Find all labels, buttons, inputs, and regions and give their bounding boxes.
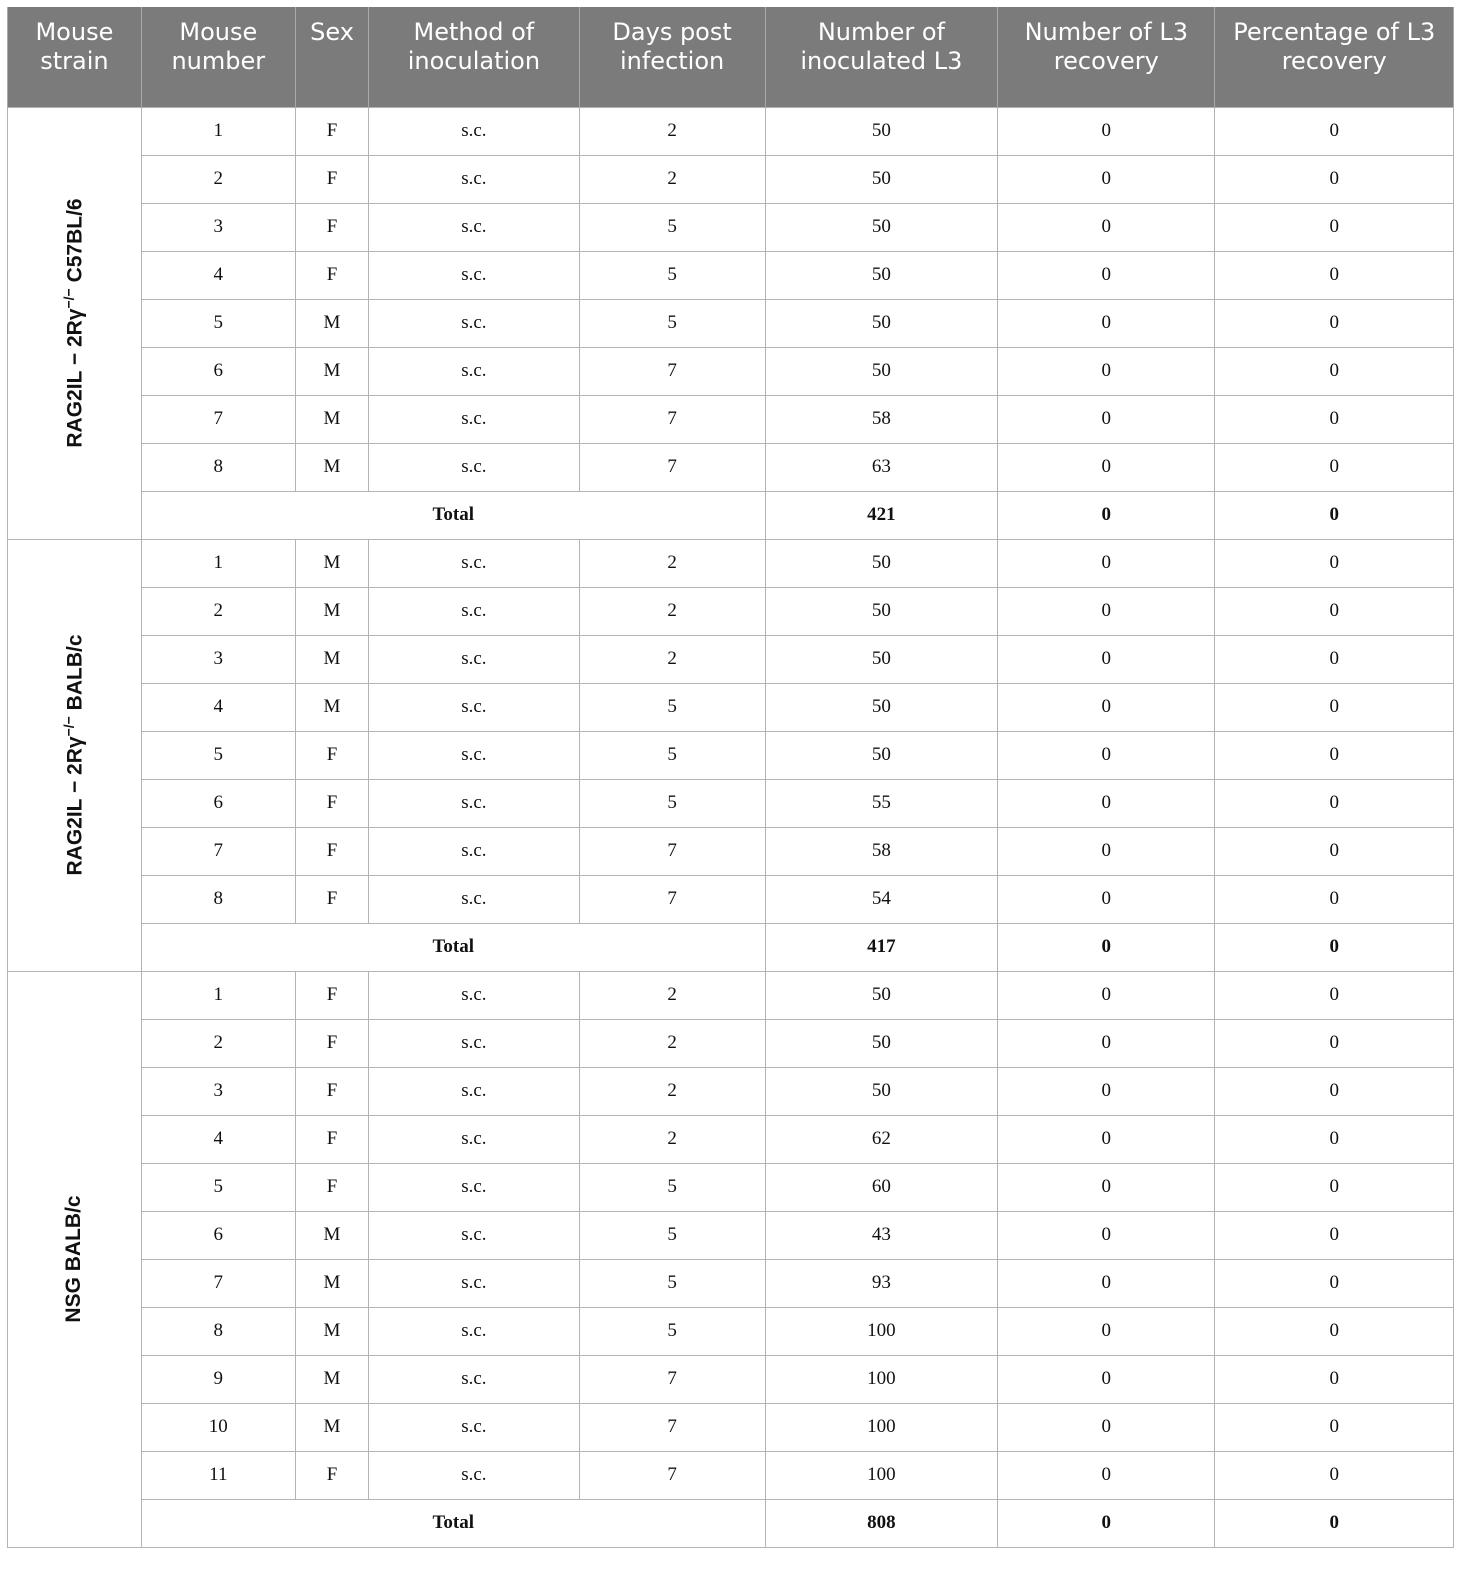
total-row [8, 1499, 1454, 1547]
table-cell: 50 [765, 1019, 997, 1067]
total-recovery-cell: 0 [998, 491, 1215, 539]
total-inoculated-cell: 808 [765, 1499, 997, 1547]
table-cell: 50 [765, 347, 997, 395]
table-cell: 7 [579, 395, 765, 443]
table-cell: s.c. [369, 971, 579, 1019]
table-cell: s.c. [369, 443, 579, 491]
table-cell: M [295, 1307, 368, 1355]
table-row [8, 971, 1454, 1019]
strain-cell [8, 107, 142, 539]
table-cell: 0 [998, 587, 1215, 635]
table-cell: M [295, 1211, 368, 1259]
table-row [8, 539, 1454, 587]
table-cell: s.c. [369, 107, 579, 155]
table-cell: 5 [141, 731, 295, 779]
table-cell: 100 [765, 1307, 997, 1355]
table-cell: 5 [579, 299, 765, 347]
strain-cell [8, 971, 142, 1547]
table-cell: s.c. [369, 347, 579, 395]
table-cell: 1 [141, 971, 295, 1019]
table-cell: s.c. [369, 395, 579, 443]
table-cell: 11 [141, 1451, 295, 1499]
table-cell: 0 [1215, 1403, 1454, 1451]
table-row [8, 875, 1454, 923]
table-cell: M [295, 299, 368, 347]
table-cell: 0 [998, 731, 1215, 779]
table-cell: 100 [765, 1451, 997, 1499]
table-cell: F [295, 1019, 368, 1067]
table-cell: F [295, 731, 368, 779]
table-cell: F [295, 1163, 368, 1211]
table-cell: M [295, 539, 368, 587]
table-cell: s.c. [369, 251, 579, 299]
table-cell: 0 [1215, 731, 1454, 779]
table-cell: 8 [141, 875, 295, 923]
strain-label [61, 198, 88, 447]
table-cell: 0 [1215, 827, 1454, 875]
table-cell: 5 [141, 1163, 295, 1211]
strain-name: RAG2IL − 2Rγ [63, 308, 87, 448]
table-cell: 58 [765, 395, 997, 443]
header-cell: Mouse strain [8, 7, 142, 107]
table-cell: s.c. [369, 1451, 579, 1499]
table-cell: 7 [579, 827, 765, 875]
table-cell: 0 [1215, 539, 1454, 587]
table-cell: s.c. [369, 299, 579, 347]
table-cell: 0 [1215, 779, 1454, 827]
table-cell: 43 [765, 1211, 997, 1259]
table-cell: 5 [579, 1211, 765, 1259]
table-cell: 5 [579, 779, 765, 827]
table-cell: 0 [1215, 1211, 1454, 1259]
table-cell: 7 [141, 1259, 295, 1307]
table-cell: s.c. [369, 779, 579, 827]
table-cell: M [295, 683, 368, 731]
table-row [8, 1163, 1454, 1211]
table-cell: 93 [765, 1259, 997, 1307]
table-cell: 5 [579, 683, 765, 731]
table-cell: 2 [579, 107, 765, 155]
table-row [8, 443, 1454, 491]
table-row [8, 1211, 1454, 1259]
table-cell: 0 [998, 203, 1215, 251]
table-cell: 7 [579, 1451, 765, 1499]
table-row [8, 1115, 1454, 1163]
table-cell: s.c. [369, 203, 579, 251]
table-cell: s.c. [369, 731, 579, 779]
table-cell: 7 [579, 1403, 765, 1451]
table-cell: 2 [579, 971, 765, 1019]
table-cell: 0 [998, 1355, 1215, 1403]
table-cell: 0 [1215, 1067, 1454, 1115]
table-cell: F [295, 203, 368, 251]
table-cell: s.c. [369, 1355, 579, 1403]
table-cell: 0 [1215, 875, 1454, 923]
table-cell: 50 [765, 1067, 997, 1115]
strain-superscript: −/− [60, 716, 77, 737]
table-cell: 50 [765, 587, 997, 635]
table-cell: 3 [141, 635, 295, 683]
table-cell: 5 [579, 731, 765, 779]
table-cell: F [295, 107, 368, 155]
table-cell: 8 [141, 443, 295, 491]
total-recovery-cell: 0 [998, 1499, 1215, 1547]
table-row [8, 1019, 1454, 1067]
table-cell: 0 [1215, 971, 1454, 1019]
table-cell: M [295, 347, 368, 395]
table-cell: F [295, 155, 368, 203]
table-cell: s.c. [369, 539, 579, 587]
table-cell: 4 [141, 251, 295, 299]
table-cell: F [295, 875, 368, 923]
table-cell: 0 [1215, 1451, 1454, 1499]
table-cell: s.c. [369, 827, 579, 875]
strain-background: C57BL/6 [63, 198, 87, 289]
total-label: Total [141, 491, 765, 539]
table-cell: F [295, 971, 368, 1019]
table-body [8, 107, 1454, 1547]
table-cell: 7 [579, 875, 765, 923]
table-cell: 0 [1215, 1163, 1454, 1211]
header-cell: Number of L3 recovery [998, 7, 1215, 107]
table-cell: M [295, 395, 368, 443]
table-cell: F [295, 1451, 368, 1499]
table-cell: 50 [765, 107, 997, 155]
table-cell: F [295, 1067, 368, 1115]
table-cell: M [295, 587, 368, 635]
table-cell: 2 [579, 1115, 765, 1163]
table-cell: 0 [998, 1259, 1215, 1307]
total-percentage-cell: 0 [1215, 491, 1454, 539]
table-cell: 55 [765, 779, 997, 827]
header-row [8, 7, 1454, 107]
table-cell: 5 [141, 299, 295, 347]
table-cell: 0 [998, 107, 1215, 155]
table-row [8, 827, 1454, 875]
strain-name: NSG BALB/c [62, 1195, 86, 1323]
table-cell: 7 [579, 347, 765, 395]
table-cell: 1 [141, 539, 295, 587]
table-cell: 0 [998, 1163, 1215, 1211]
table-row [8, 1451, 1454, 1499]
table-cell: 58 [765, 827, 997, 875]
table-cell: M [295, 1403, 368, 1451]
table-cell: 2 [579, 1019, 765, 1067]
table-row [8, 155, 1454, 203]
total-inoculated-cell: 417 [765, 923, 997, 971]
table-cell: 0 [998, 1451, 1215, 1499]
table-cell: 0 [998, 443, 1215, 491]
table-cell: 0 [1215, 395, 1454, 443]
header-cell: Percentage of L3 recovery [1215, 7, 1454, 107]
table-cell: 0 [1215, 203, 1454, 251]
table-cell: 0 [1215, 587, 1454, 635]
table-cell: 0 [1215, 107, 1454, 155]
table-cell: 0 [998, 1115, 1215, 1163]
table-cell: s.c. [369, 683, 579, 731]
table-cell: 54 [765, 875, 997, 923]
table-cell: 0 [998, 251, 1215, 299]
table-cell: 0 [998, 779, 1215, 827]
table-cell: s.c. [369, 1115, 579, 1163]
table-cell: s.c. [369, 1259, 579, 1307]
header-cell: Mouse number [141, 7, 295, 107]
table-cell: M [295, 443, 368, 491]
table-cell: 9 [141, 1355, 295, 1403]
table-cell: 50 [765, 539, 997, 587]
table-cell: s.c. [369, 1211, 579, 1259]
total-label: Total [141, 923, 765, 971]
table-cell: 50 [765, 155, 997, 203]
table-cell: 60 [765, 1163, 997, 1211]
table-cell: 0 [998, 155, 1215, 203]
table-cell: s.c. [369, 875, 579, 923]
table-cell: s.c. [369, 587, 579, 635]
table-cell: 2 [141, 1019, 295, 1067]
table-cell: 2 [579, 539, 765, 587]
data-table [7, 7, 1454, 1548]
total-label: Total [141, 1499, 765, 1547]
strain-background: BALB/c [63, 634, 87, 717]
table-row [8, 395, 1454, 443]
table-row [8, 683, 1454, 731]
total-inoculated-cell: 421 [765, 491, 997, 539]
header-cell: Sex [295, 7, 368, 107]
table-cell: 0 [1215, 1355, 1454, 1403]
table-cell: 10 [141, 1403, 295, 1451]
table-cell: s.c. [369, 155, 579, 203]
table-cell: 0 [1215, 299, 1454, 347]
table-cell: 2 [141, 587, 295, 635]
table-cell: 5 [579, 1307, 765, 1355]
table-cell: 0 [998, 539, 1215, 587]
strain-label [61, 634, 88, 875]
table-cell: 3 [141, 203, 295, 251]
table-row [8, 251, 1454, 299]
strain-cell [8, 539, 142, 971]
table-cell: 0 [998, 1307, 1215, 1355]
strain-label [62, 1195, 86, 1322]
table-row [8, 1067, 1454, 1115]
table-cell: 0 [998, 875, 1215, 923]
table-cell: 0 [998, 971, 1215, 1019]
table-cell: 50 [765, 731, 997, 779]
table-cell: 0 [998, 347, 1215, 395]
table-cell: 0 [1215, 251, 1454, 299]
table-cell: 0 [1215, 1259, 1454, 1307]
table-cell: 50 [765, 203, 997, 251]
total-row [8, 923, 1454, 971]
table-cell: 6 [141, 1211, 295, 1259]
total-row [8, 491, 1454, 539]
table-cell: F [295, 779, 368, 827]
table-row [8, 1355, 1454, 1403]
strain-name: RAG2IL − 2Rγ [63, 736, 87, 876]
table-cell: F [295, 251, 368, 299]
table-cell: s.c. [369, 1163, 579, 1211]
table-cell: s.c. [369, 1019, 579, 1067]
table-row [8, 635, 1454, 683]
table-cell: 100 [765, 1403, 997, 1451]
table-row [8, 731, 1454, 779]
table-cell: 2 [579, 635, 765, 683]
table-cell: 0 [998, 1067, 1215, 1115]
table-cell: 2 [579, 155, 765, 203]
table-row [8, 299, 1454, 347]
table-cell: 2 [141, 155, 295, 203]
table-cell: M [295, 635, 368, 683]
table-cell: 4 [141, 683, 295, 731]
table-cell: 0 [1215, 347, 1454, 395]
total-recovery-cell: 0 [998, 923, 1215, 971]
table-cell: M [295, 1259, 368, 1307]
table-cell: 0 [998, 1403, 1215, 1451]
header-cell: Days post infection [579, 7, 765, 107]
table-cell: 0 [1215, 155, 1454, 203]
table-cell: 0 [998, 395, 1215, 443]
table-cell: 2 [579, 587, 765, 635]
table-cell: 7 [141, 395, 295, 443]
table-cell: 7 [579, 1355, 765, 1403]
table-cell: 50 [765, 971, 997, 1019]
table-row [8, 347, 1454, 395]
table-cell: 8 [141, 1307, 295, 1355]
table-cell: 7 [579, 443, 765, 491]
table-cell: F [295, 1115, 368, 1163]
table-cell: M [295, 1355, 368, 1403]
table-cell: s.c. [369, 1067, 579, 1115]
table-cell: 50 [765, 683, 997, 731]
table-row [8, 1403, 1454, 1451]
table-cell: 5 [579, 1163, 765, 1211]
table-cell: 7 [141, 827, 295, 875]
table-cell: 0 [998, 1019, 1215, 1067]
table-cell: 0 [1215, 1115, 1454, 1163]
table-row [8, 1259, 1454, 1307]
table-cell: 100 [765, 1355, 997, 1403]
table-cell: 0 [1215, 443, 1454, 491]
table-cell: 6 [141, 779, 295, 827]
table-cell: 63 [765, 443, 997, 491]
table-cell: 2 [579, 1067, 765, 1115]
table-cell: 50 [765, 635, 997, 683]
table-cell: 0 [998, 827, 1215, 875]
total-percentage-cell: 0 [1215, 1499, 1454, 1547]
table-row [8, 1307, 1454, 1355]
table-cell: 3 [141, 1067, 295, 1115]
table-cell: 6 [141, 347, 295, 395]
table-cell: 5 [579, 251, 765, 299]
table-cell: 50 [765, 251, 997, 299]
table-row [8, 203, 1454, 251]
table-cell: 0 [998, 683, 1215, 731]
table-cell: 0 [1215, 635, 1454, 683]
table-row [8, 587, 1454, 635]
table-cell: 5 [579, 1259, 765, 1307]
header-cell: Method of inoculation [369, 7, 579, 107]
table-cell: 0 [1215, 1019, 1454, 1067]
table-cell: 0 [1215, 1307, 1454, 1355]
total-percentage-cell: 0 [1215, 923, 1454, 971]
table-cell: 62 [765, 1115, 997, 1163]
strain-superscript: −/− [60, 288, 77, 309]
table-cell: 0 [1215, 683, 1454, 731]
table-cell: 4 [141, 1115, 295, 1163]
table-cell: s.c. [369, 635, 579, 683]
header-cell: Number of inoculated L3 [765, 7, 997, 107]
table-cell: F [295, 827, 368, 875]
table-cell: 50 [765, 299, 997, 347]
table-cell: 0 [998, 1211, 1215, 1259]
table-cell: 0 [998, 299, 1215, 347]
table-row [8, 779, 1454, 827]
table-cell: 5 [579, 203, 765, 251]
table-cell: s.c. [369, 1403, 579, 1451]
table-row [8, 107, 1454, 155]
table-cell: s.c. [369, 1307, 579, 1355]
table-cell: 1 [141, 107, 295, 155]
table-cell: 0 [998, 635, 1215, 683]
